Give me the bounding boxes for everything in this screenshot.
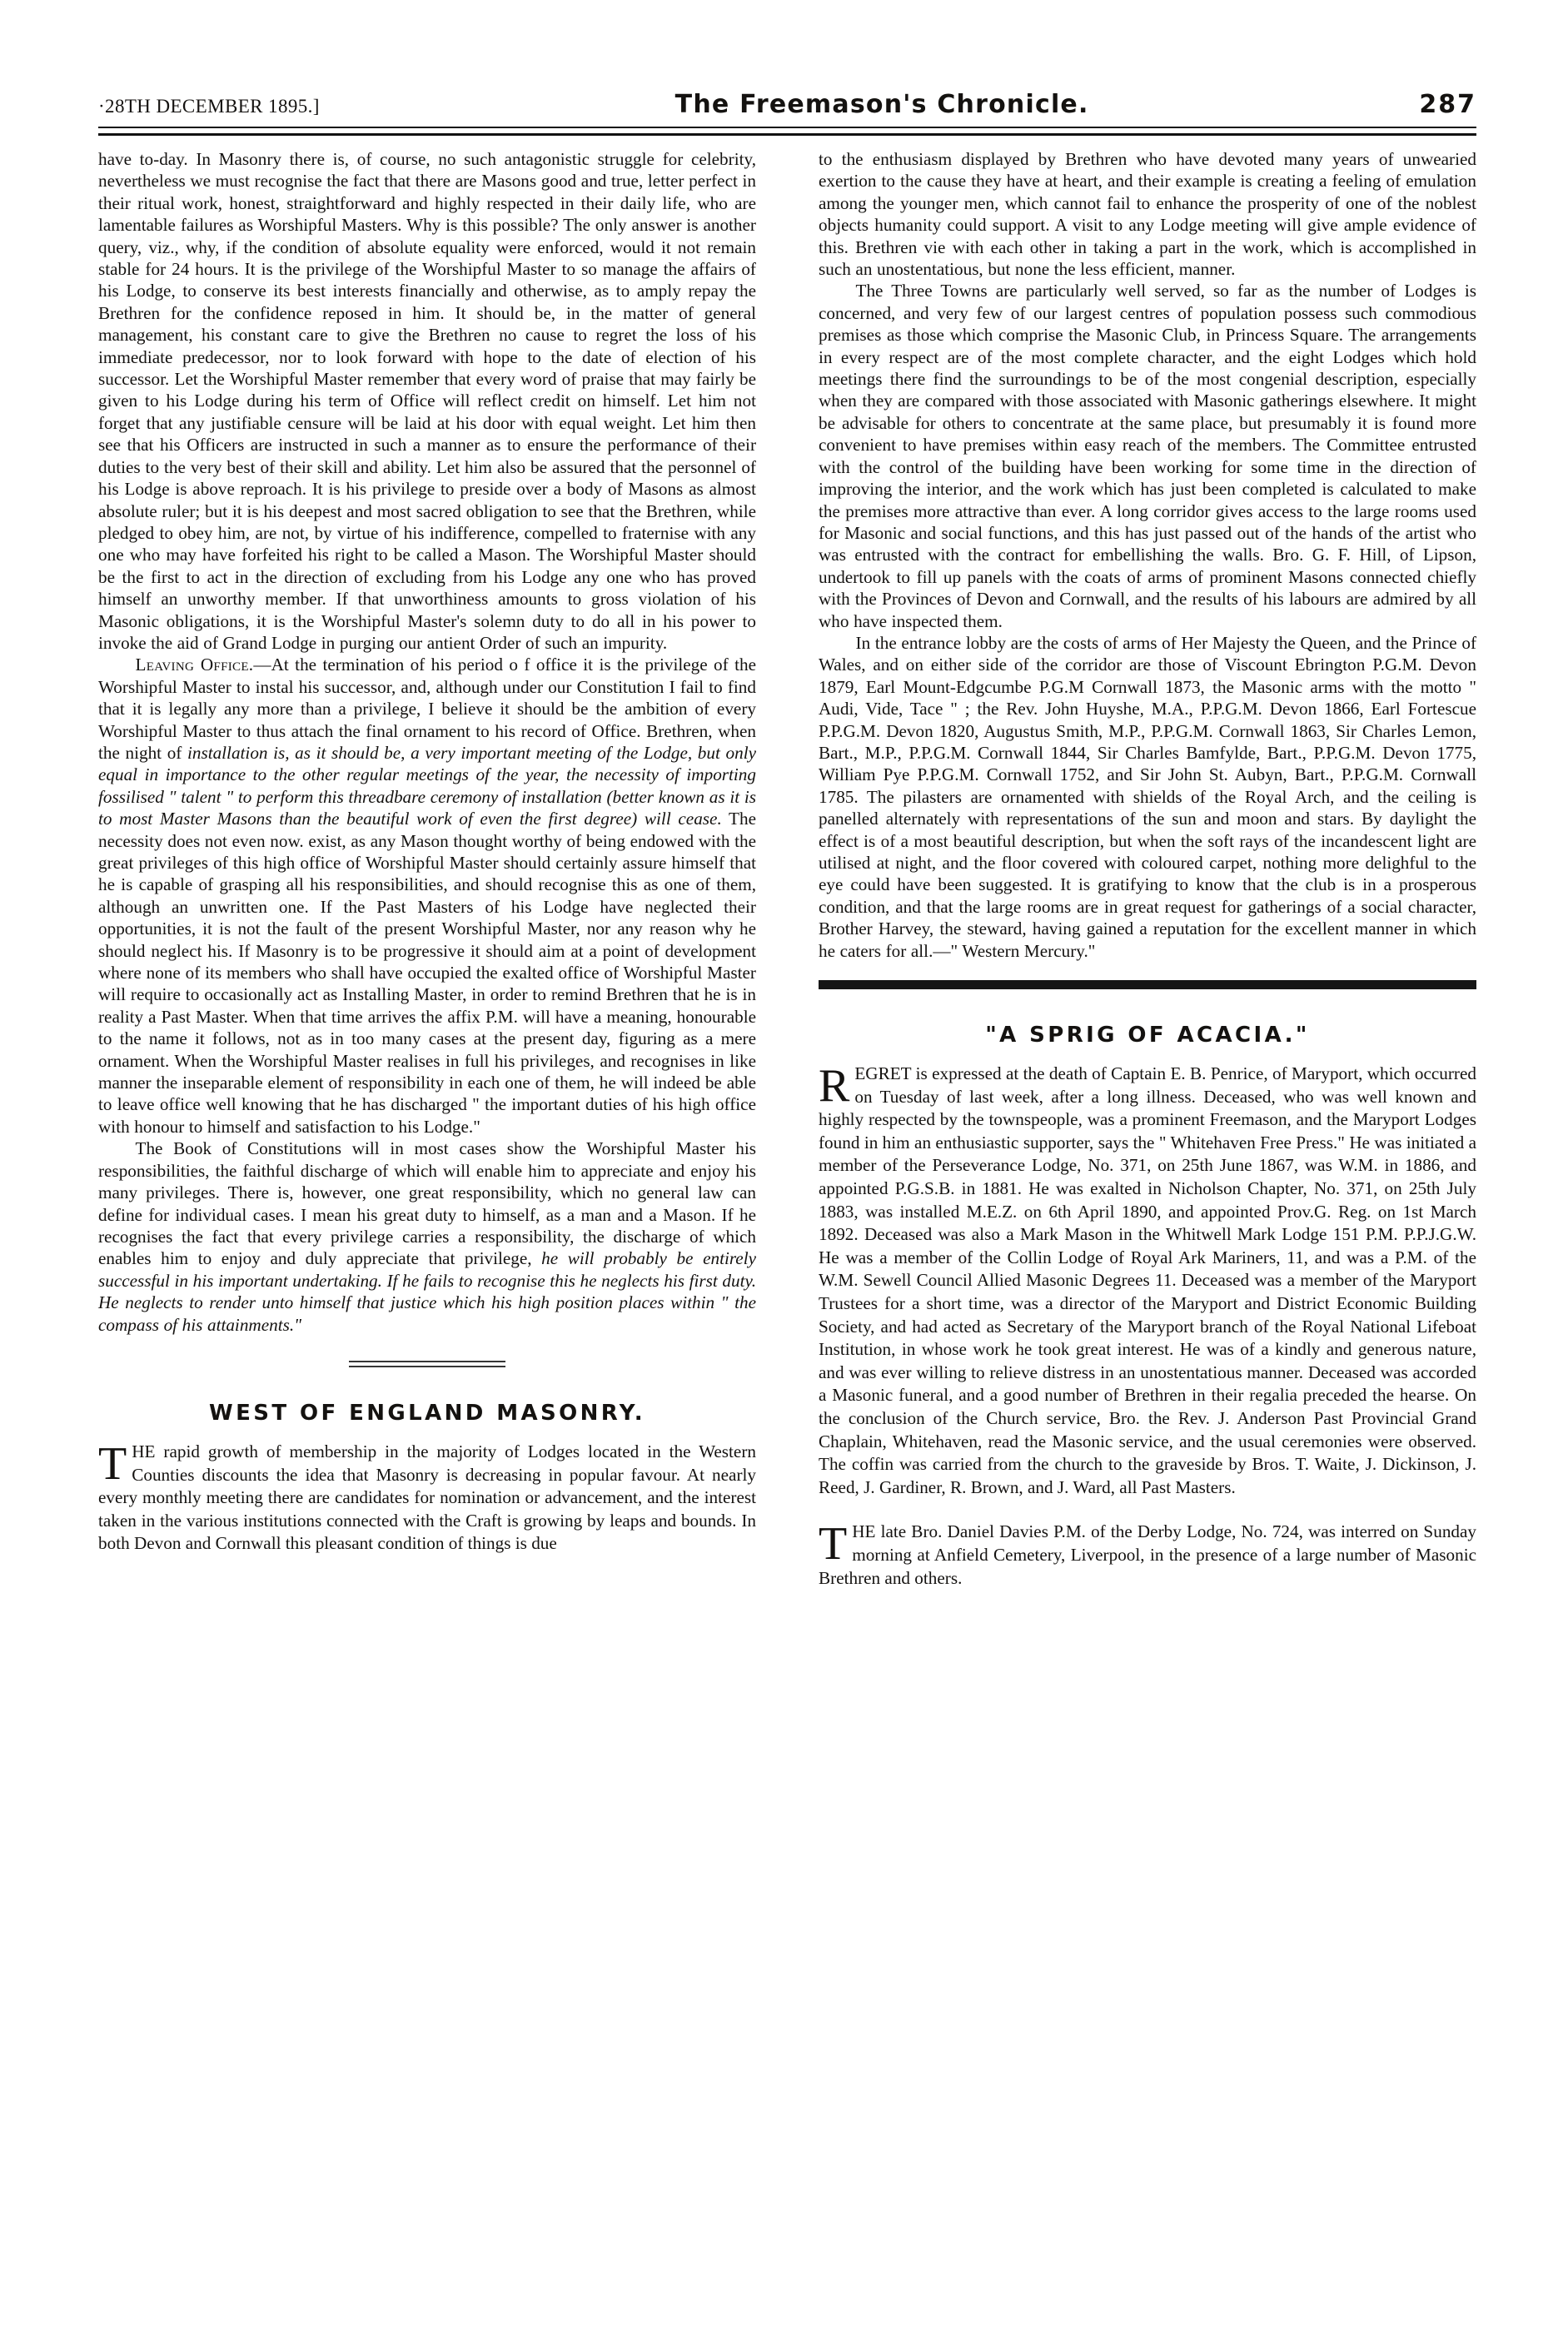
- paragraph-book-of-constitutions: [98, 1138, 756, 1336]
- section-divider-rule: [349, 1361, 505, 1367]
- leaving-office-tail: The necessity does not even now. exist, as any Mason thought worthy of being endowed with the great privileges of this high office of Worshipful Master should certainly assure himself that he is capable of grasping all his responsibilities, and should recognise this as one of them, although an unwritten one. If the Past Masters of his Lodge have neglected their opportunities, it is not the fault of the present Worshipful Master, nor any reason why he should neglect his. If Masonry is to be progressive it should aim at a point of development where none of its members who shall have occupied the exalted office of Worshipful Master will require to occasionally act as Installing Master, in order to remind Brethren that he is in reality a Past Master. When that time arrives the affix P.M. will have a meaning, honourable to the name it follows, not as in too many cases at the present day, figuring as a mere ornament. When the Worshipful Master realises in full his privileges, and recognises in like manner the inseparable element of responsibility in each one of them, he will indeed be able to leave office well knowing that he has discharged " the important duties of his high office with honour to himself and satisfaction to his Lodge.": [98, 809, 756, 1137]
- paragraph-worshipful-master-duties: have to-day. In Masonry there is, of course, no such antagonistic struggle for celebrity, nevertheless we must recognise the fact that there are Masons good and true, letter perfect in their ritual work, honest, straightforward and highly respected in their daily life, who are lamentable failures as Worshipful Masters. Why is this possible? The only answer is another query, viz., why, if the condition of absolute equality were enforced, would it not remain stable for 24 hours. It is the privilege of the Worshipful Master to so manage the affairs of his Lodge, to conserve its best interests financially and otherwise, as to amply repay the Brethren for the confidence reposed in him. It should be, in the matter of general management, his constant care to give the Brethren no cause to regret the loss of his immediate predecessor, nor to look forward with hope to the date of election of his successor. Let the Worshipful Master remember that every word of praise that may fairly be given to his Lodge during his term of Office will reflect credit on himself. Let him not forget that any justifiable censure will be laid at his door with equal weight. Let him then see that his Officers are instructed in such a manner as to ensure the performance of their duties to the very best of their skill and ability. Let him also be assured that the personnel of his Lodge is above reproach. It is his privilege to preside over a body of Masons as almost absolute ruler; but it is his deepest and most sacred obligation to see that the Brethren, while pledged to obey him, are not, by virtue of his indifference, compelled to fraternise with any one who may have forfeited his right to be called a Mason. The Worshipful Master should be the first to act in the direction of excluding from his Lodge any one who has proved himself an unworthy member. If that unworthiness amounts to gross violation of his Masonic obligations, it is the Worshipful Master's solemn duty to do all in his power to invoke the aid of Grand Lodge in purging our antient Order of such an impurity.: [98, 149, 756, 653]
- acacia-body-text: is expressed at the death of Captain E. B. Penrice, of Maryport, which occurred on Tuesday of last week, after a long illness. Deceased, who was well known and highly respected by the townspeople, was a prominent Freemason, and the Maryport Lodges found in him an enthusiastic supporter, says the " Whitehaven Free Press." He was initiated a member of the Perseverance Lodge, No. 371, on 25th June 1867, was W.M. in 1886, and appointed P.G.S.B. in 1881. He was exalted in Nicholson Chapter, No. 371, on 25th July 1883, was installed M.E.Z. on 6th April 1890, and appointed Prov.G. Reg. on 1st March 1892. Deceased was also a Mark Mason in the Whitwell Mark Lodge 151 P.M. P.P.J.G.W. He was a member of the Collin Lodge of Royal Ark Mariners, 11, and was a P.M. of the W.M. Sewell Council Allied Masonic Degrees 11. Deceased was a member of the Maryport Trustees for a short time, was a director of the Maryport and District Economic Building Society, and had acted as Secretary of the Maryport branch of the Royal National Lifeboat Institution, in whose work he took great interest. He was of a kindly and generous nature, and was ever willing to relieve distress in an unostentatious manner. Deceased was accorded a Masonic funeral, and a good number of Brethren in their regalia preceded the hearse. On the conclusion of the Church service, Bro. the Rev. J. Anderson Past Provincial Grand Chaplain, Whitehaven, read the Masonic service, and the usual ceremonies were observed. The coffin was carried from the church to the graveside by Bros. T. Waite, J. Dickinson, J. Reed, J. Gardiner, R. Brown, and J. Ward, all Past Masters.: [819, 1063, 1476, 1497]
- masthead-date: ·28TH DECEMBER 1895.]: [98, 96, 320, 117]
- leaving-office-italic-quote: " talent ": [168, 786, 234, 807]
- west-body-text: rapid growth of membership in the majority of Lodges located in the Western Counties discounts the idea that Masonry is decreasing in popular favour. At nearly every monthly meeting there are candidates for nomination or advancement, and the interest taken in the various institutions connected with the Craft is growing by leaps and bounds. In both Devon and Cornwall this pleasant condition of things is due: [98, 1441, 756, 1554]
- leaving-office-intro: —At the termination of his period o f office it is the privilege of the Worshipful Master to instal his successor, and, although under our Constitution I fail to find that it is legally any more than a privilege, I believe it should be the ambition of every Worshipful Master to thus attach the final ornament to his record of Office. Brethren, when the night of: [98, 655, 756, 763]
- heading-a-sprig-of-acacia: "A SPRIG OF ACACIA.": [985, 1023, 1310, 1048]
- dropcap-r-regret: R: [819, 1060, 850, 1113]
- heading-west-of-england-masonry: WEST OF ENGLAND MASONRY.: [209, 1400, 645, 1426]
- davies-lead-word: HE: [852, 1521, 876, 1542]
- masthead-rule: [98, 127, 1476, 136]
- davies-body-text: late Bro. Daniel Davies P.M. of the Derby Lodge, No. 724, was interred on Sunday morning at Anfield Cemetery, Liverpool, in the presence of a large number of Masonic Brethren and others.: [819, 1521, 1476, 1588]
- leaving-office-italic-2: to perform this threadbare ceremony of installation (better known as it is to most Master Masons than the beautiful work of even the first degree) will cease.: [98, 786, 756, 829]
- leaving-office-label: Leaving Office.: [135, 655, 254, 675]
- masthead-title: The Freemason's Chronicle.: [674, 90, 1089, 119]
- dropcap-t-west: T: [98, 1437, 127, 1490]
- left-column: [98, 148, 756, 2297]
- paragraph-entrance-lobby-coats-of-arms: In the entrance lobby are the costs of arms of Her Majesty the Queen, and the Prince of Wales, and on either side of the corridor are those of Viscount Ebrington P.G.M. Devon 1879, Earl Mount-Edgcumbe P.G.M Cornwall 1873, the Masonic arms with the motto " Audi, Vide, Tace " ; the Rev. John Huyshe, M.A., P.P.G.M. Devon 1866, Earl Fortescue P.P.G.M. Devon 1820, Augustus Smith, M.P., P.P.G.M. Cornwall 1863, Sir Charles Lemon, Bart., M.P., P.P.G.M. Cornwall 1844, Sir Charles Bamfylde, Bart., P.P.G.M. Devon 1775, William Pye P.P.G.M. Cornwall 1752, and Sir John St. Aubyn, Bart., P.P.G.M. Cornwall 1785. The pilasters are ornamented with shields of the Royal Arch, and the ceiling is panelled alternately with representations of the sun and moon and stars. By daylight the effect is of a most beautiful description, but when the soft rays of the incandescent light are utilised at night, and the floor covered with coloured carpet, nothing more delighful to the eye could have been suggested. It is gratifying to know that the club is in a prosperous condition, and that the large rooms are in great request for gatherings of a social character, Brother Harvey, the steward, having gained a reputation for the excellent manner in which he caters for all.—" Western Mercury.": [819, 632, 1476, 961]
- dropcap-t-davies: T: [819, 1518, 848, 1571]
- right-column: [819, 148, 1476, 2297]
- paragraph-spacer: [819, 1499, 1476, 1521]
- leaving-office-italic-1: installation is, as it should be, a very important meeting of the Lodge, but only equal in importance to the other regular meetings of the year, the necessity of importing fossilised: [98, 742, 756, 807]
- paragraph-obituary-davies: [819, 1518, 1476, 1590]
- west-lead-word: HE: [132, 1441, 156, 1461]
- column-container: [98, 148, 1476, 2297]
- paragraph-obituary-penrice: [819, 1060, 1476, 1499]
- paragraph-enthusiasm-brethren: to the enthusiasm displayed by Brethren who have devoted many years of unwearied exertion to the cause they have at heart, and their example is creating a feeling of emulation among the younger men, which cannot fail to enhance the prosperity of one of the noblest objects humanity could support. A visit to any Lodge meeting will give ample evidence of this. Brethren vie with each other in taking a part in the work, which is accomplished in such an unostentatious, but none the less efficient, manner.: [819, 149, 1476, 280]
- acacia-lead-word: EGRET: [854, 1063, 912, 1084]
- constitutions-italic-text: he will probably be entirely successful in his important undertaking. If he fails to recognise this he neglects his first duty. He neglects to render unto himself that justice which his high position places within " the compass of his attainments.": [98, 1248, 756, 1335]
- constitutions-plain-text: The Book of Constitutions will in most cases show the Worshipful Master his responsibilities, the faithful discharge of which will enable him to appreciate and enjoy his many privileges. There is, however, one great responsibility, which no general law can define for individual cases. I mean his great duty to himself, as a man and a Mason. If he recognises the fact that every privilege carries a responsibility, the discharge of which enables him to enjoy and duly appreciate that privilege,: [98, 1138, 756, 1269]
- masthead: [98, 90, 1476, 119]
- page-number: 287: [1419, 90, 1476, 119]
- paragraph-three-towns-masonic-club: The Three Towns are particularly well served, so far as the number of Lodges is concerned, and very few of our largest centres of population possess such commodious premises as those which comprise the Masonic Club, in Princess Square. The arrangements in every respect are of the most complete character, and the eight Lodges which hold meetings there find the surroundings to be of the most congenial description, especially when they are compared with those associated with Masonic gatherings elsewhere. It might be advisable for others to concentrate at the same place, but presumably it is found more convenient to have premises within easy reach of the members. The Committee entrusted with the control of the building have been working for some time in the direction of improving the interior, and the work which has just been completed is calculated to make the premises more attractive than ever. A long corridor gives access to the large rooms used for Masonic and social functions, and this has just passed out of the hands of the artist who was entrusted with the contract for embellishing the walls. Bro. G. F. Hill, of Lipson, undertook to fill up panels with the coats of arms of prominent Masons connected chiefly with the Provinces of Devon and Cornwall, and the results of his labours are admired by all who have inspected them.: [819, 281, 1476, 631]
- section-divider-heavy-rule: [819, 980, 1476, 989]
- paragraph-leaving-office: [98, 654, 756, 1138]
- paragraph-west-of-england-intro: [98, 1437, 756, 1556]
